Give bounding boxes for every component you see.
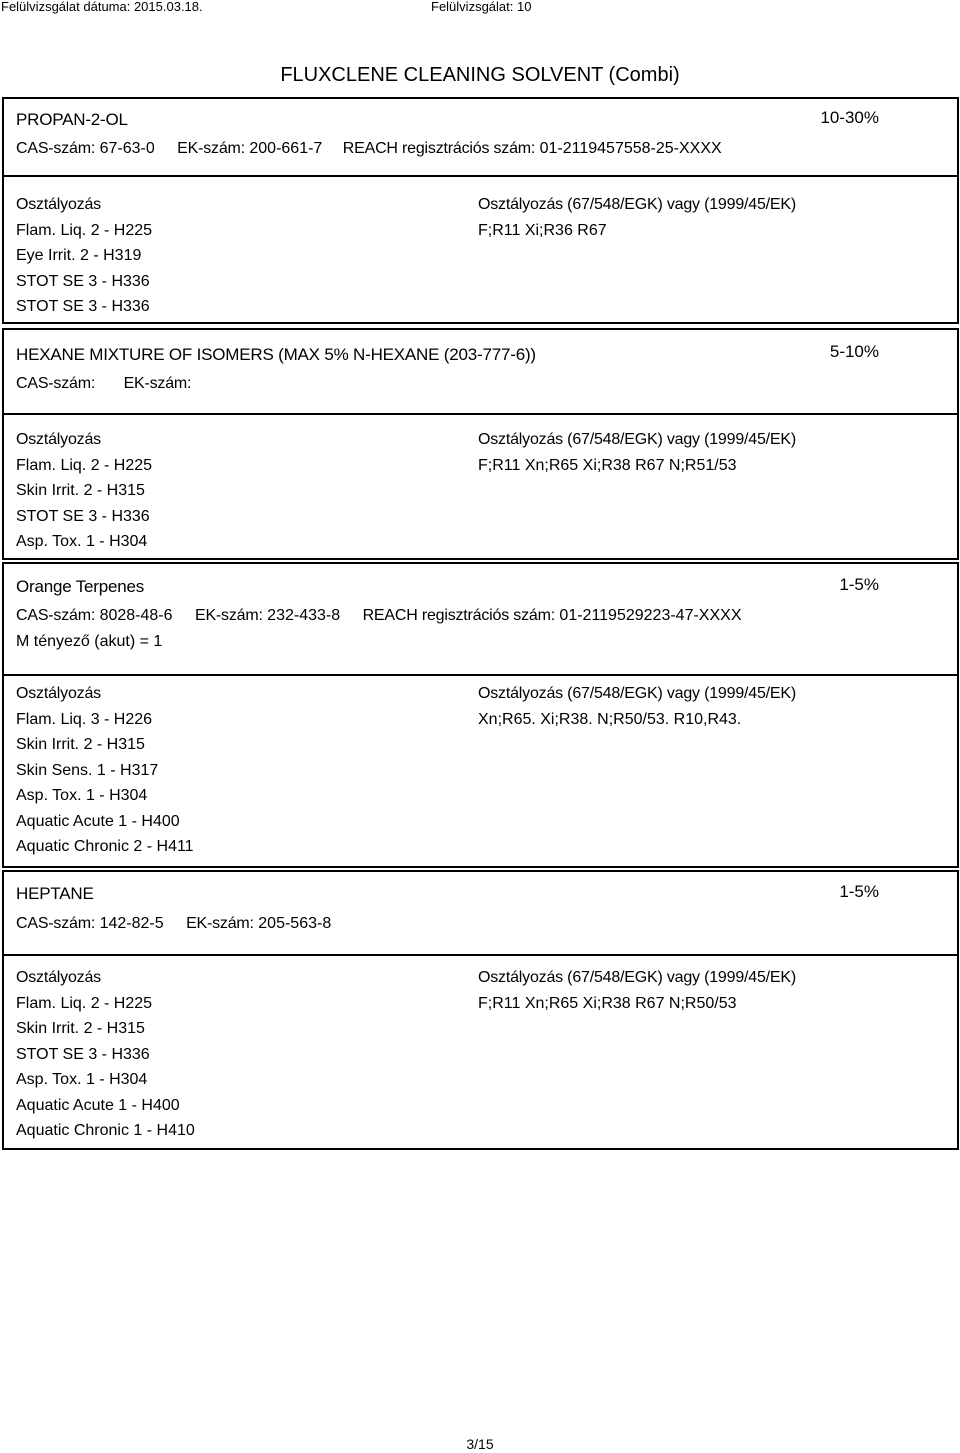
- clp-entry: Skin Irrit. 2 - H315: [16, 736, 145, 753]
- substance-header: [2, 562, 959, 676]
- dsd-heading: Osztályozás (67/548/EGK) vagy (1999/45/EK): [478, 969, 796, 986]
- substance-header: [2, 870, 959, 956]
- clp-entry: Flam. Liq. 2 - H225: [16, 221, 153, 239]
- substance-header: [2, 328, 959, 415]
- dsd-classification: [478, 681, 796, 732]
- dsd-classification: [478, 192, 796, 243]
- substance-percent: 5-10%: [829, 342, 879, 361]
- ek-label: EK-szám:: [123, 375, 192, 392]
- clp-entry: STOT SE 3 - H336: [16, 1045, 150, 1063]
- clp-entry: Flam. Liq. 3 - H226: [16, 710, 153, 728]
- dsd-entry: F;R11 Xn;R65 Xi;R38 R67 N;R51/53: [478, 456, 737, 474]
- reach-value: 01-2119457558-25-XXXX: [539, 140, 722, 157]
- ek-label: EK-szám:: [186, 915, 254, 932]
- clp-classification: [16, 681, 194, 860]
- clp-heading: Osztályozás: [16, 685, 101, 702]
- reach-label: REACH regisztrációs szám:: [342, 140, 536, 157]
- substance-name: PROPAN-2-OL: [16, 110, 128, 129]
- dsd-heading: Osztályozás (67/548/EGK) vagy (1999/45/EK): [478, 196, 796, 213]
- document-title: FLUXCLENE CLEANING SOLVENT (Combi): [280, 64, 680, 86]
- clp-entry: Aquatic Chronic 1 - H410: [16, 1122, 195, 1139]
- substance-percent: 10-30%: [820, 108, 879, 127]
- substance-classification: [2, 956, 959, 1150]
- clp-entry: Eye Irrit. 2 - H319: [16, 247, 142, 264]
- clp-heading: Osztályozás: [16, 196, 101, 213]
- revision-number: Felülvizsgálat: 10: [431, 0, 532, 14]
- dsd-entry: F;R11 Xi;R36 R67: [478, 221, 607, 239]
- cas-value: 8028-48-6: [99, 607, 173, 624]
- clp-heading: Osztályozás: [16, 431, 101, 448]
- clp-entry: STOT SE 3 - H336: [16, 507, 150, 525]
- substance-ids: [16, 915, 331, 933]
- cas-label: CAS-szám:: [16, 915, 96, 932]
- dsd-classification: [478, 427, 796, 478]
- dsd-heading: Osztályozás (67/548/EGK) vagy (1999/45/EK): [478, 431, 796, 448]
- clp-entry: Aquatic Acute 1 - H400: [16, 1096, 180, 1114]
- page-header: [0, 0, 960, 15]
- substance-ids: [16, 607, 741, 625]
- substance-name: HEXANE MIXTURE OF ISOMERS (MAX 5% N-HEXANE (203-777-6)): [16, 345, 536, 364]
- substance-classification: [2, 676, 959, 868]
- cas-label: CAS-szám:: [16, 375, 96, 392]
- clp-entry: STOT SE 3 - H336: [16, 272, 150, 290]
- substance-header: [2, 97, 959, 177]
- ek-value: 232-433-8: [267, 607, 341, 624]
- substance-percent: 1-5%: [839, 575, 879, 594]
- cas-value: 67-63-0: [99, 140, 155, 157]
- clp-entry: Aquatic Chronic 2 - H411: [16, 838, 194, 855]
- substance-ids: [16, 140, 722, 158]
- clp-entry: Skin Irrit. 2 - H315: [16, 1020, 145, 1037]
- reach-value: 01-2119529223-47-XXXX: [559, 607, 742, 624]
- clp-entry: Asp. Tox. 1 - H304: [16, 787, 148, 804]
- ek-label: EK-szám:: [194, 607, 263, 624]
- cas-value: 142-82-5: [99, 915, 164, 932]
- clp-classification: [16, 965, 195, 1144]
- cas-label: CAS-szám:: [16, 607, 96, 624]
- revision-date: Felülvizsgálat dátuma: 2015.03.18.: [1, 0, 203, 14]
- ek-value: 200-661-7: [249, 140, 323, 157]
- ek-value: 205-563-8: [258, 915, 332, 932]
- clp-entry: Flam. Liq. 2 - H225: [16, 994, 153, 1012]
- clp-entry: Asp. Tox. 1 - H304: [16, 1071, 148, 1088]
- clp-heading: Osztályozás: [16, 969, 101, 986]
- clp-classification: [16, 427, 152, 555]
- clp-entry: Aquatic Acute 1 - H400: [16, 812, 180, 830]
- page-number: 3/15: [466, 1436, 494, 1452]
- dsd-heading: Osztályozás (67/548/EGK) vagy (1999/45/EK): [478, 685, 796, 702]
- m-factor: M tényező (akut) = 1: [16, 633, 163, 650]
- clp-entry: Asp. Tox. 1 - H304: [16, 533, 148, 550]
- substance-ids: [16, 375, 191, 393]
- substance-name: Orange Terpenes: [16, 577, 145, 596]
- clp-entry: STOT SE 3 - H336: [16, 298, 150, 315]
- substance-percent: 1-5%: [839, 882, 879, 901]
- dsd-entry: F;R11 Xn;R65 Xi;R38 R67 N;R50/53: [478, 994, 737, 1012]
- reach-label: REACH regisztrációs szám:: [362, 607, 555, 624]
- clp-entry: Flam. Liq. 2 - H225: [16, 456, 153, 474]
- ek-label: EK-szám:: [177, 140, 245, 157]
- cas-label: CAS-szám:: [16, 140, 96, 157]
- substance-name: HEPTANE: [16, 884, 94, 903]
- dsd-entry: Xn;R65. Xi;R38. N;R50/53. R10,R43.: [478, 710, 742, 728]
- clp-entry: Skin Sens. 1 - H317: [16, 761, 159, 779]
- clp-classification: [16, 192, 152, 320]
- substance-classification: [2, 177, 959, 324]
- dsd-classification: [478, 965, 796, 1016]
- clp-entry: Skin Irrit. 2 - H315: [16, 482, 145, 499]
- substance-classification: [2, 415, 959, 560]
